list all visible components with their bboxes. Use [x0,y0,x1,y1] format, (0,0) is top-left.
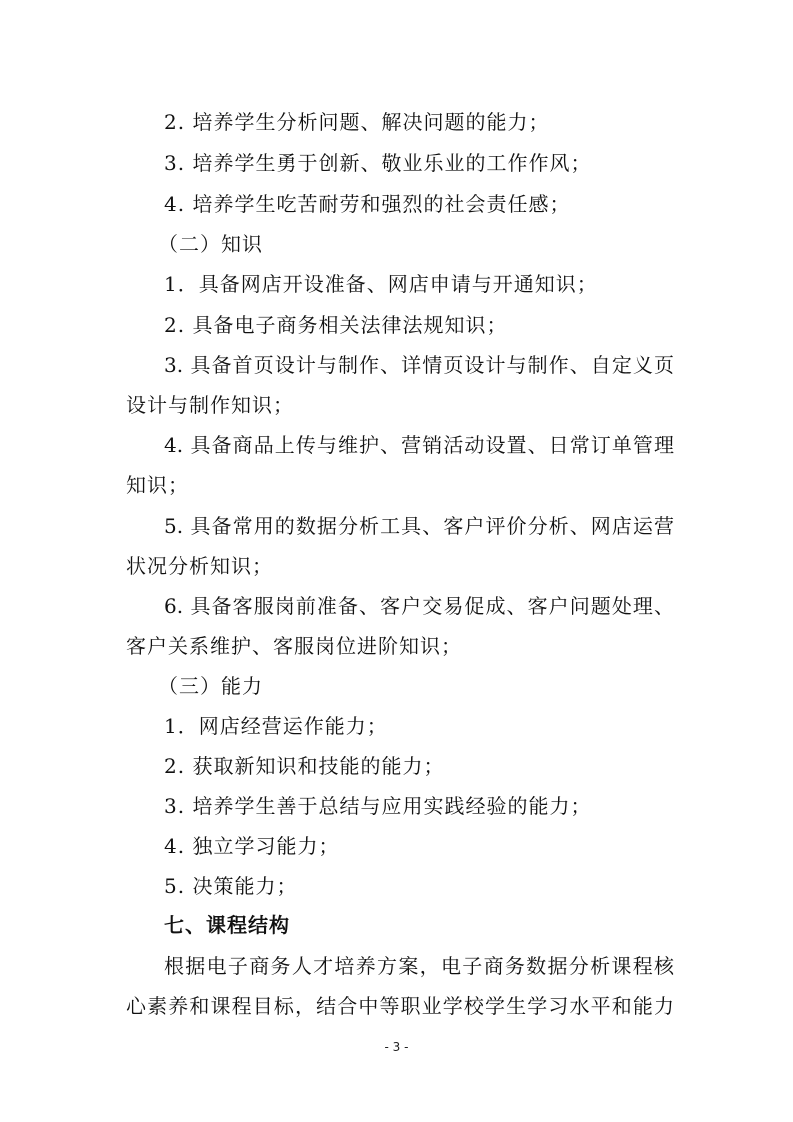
objective-4: 4. 培养学生吃苦耐劳和强烈的社会责任感； [164,192,571,216]
knowledge-3-line-2: 设计与制作知识； [126,393,294,417]
knowledge-6-line-1: 6. 具备客服岗前准备、客户交易促成、客户问题处理、 [164,594,674,618]
chapter-heading-course-structure: 七、课程结构 [164,913,290,937]
paragraph-line-2: 心素养和课程目标，结合中等职业学校学生学习水平和能力 [126,994,674,1018]
section-ability-heading: （三）能力 [158,674,263,698]
page-number: - 3 - [384,1040,409,1054]
objective-3: 3. 培养学生勇于创新、敬业乐业的工作作风； [164,151,592,175]
ability-3: 3. 培养学生善于总结与应用实践经验的能力； [164,794,592,818]
ability-2: 2. 获取新知识和技能的能力； [164,754,445,778]
knowledge-2: 2. 具备电子商务相关法律法规知识； [164,313,508,337]
paragraph-line-1: 根据电子商务人才培养方案，电子商务数据分析课程核 [164,954,674,978]
ability-1: 1．网店经营运作能力； [164,714,388,738]
knowledge-5-line-1: 5. 具备常用的数据分析工具、客户评价分析、网店运营 [164,514,674,538]
ability-4: 4. 独立学习能力； [164,834,340,858]
knowledge-4-line-1: 4. 具备商品上传与维护、营销活动设置、日常订单管理 [164,433,674,457]
section-knowledge-heading: （二）知识 [158,232,263,256]
knowledge-4-line-2: 知识； [126,473,189,497]
knowledge-3-line-1: 3. 具备首页设计与制作、详情页设计与制作、自定义页 [164,353,674,377]
ability-5: 5. 决策能力； [164,874,298,898]
knowledge-1: 1．具备网店开设准备、网店申请与开通知识； [164,272,598,296]
knowledge-5-line-2: 状况分析知识； [126,554,273,578]
knowledge-6-line-2: 客户关系维护、客服岗位进阶知识； [126,634,462,658]
objective-2: 2. 培养学生分析问题、解决问题的能力； [164,110,550,134]
